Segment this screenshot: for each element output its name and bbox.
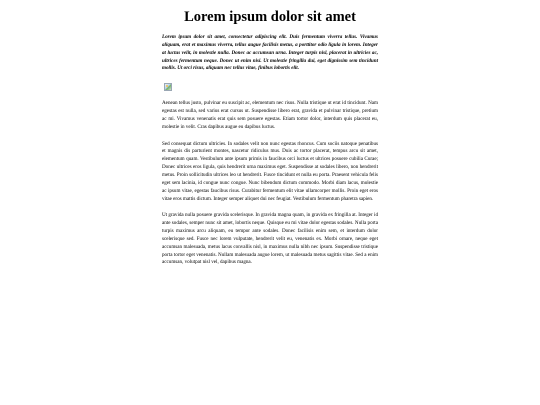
broken-image-icon [164, 83, 172, 91]
body-paragraph-2: Sed consequat dictum ultricies. In sodales velit non nunc egestas rhoncus. Cum sociis natoque penatibus et magnis dis parturient montes, nascetur ridiculus mus. Duis ac tortor placerat, tempus arcu sit amet, elementum quam. Vestibulum ante ipsum primis in faucibus orci luctus et ultrices posuere cubilia Curae; Donec ultrices eros ligula, quis hendrerit urna maximus eget. Suspendisse at sodales libero, non hendrerit metus. Proin sollicitudin ultrices leo ut hendrerit. Fusce tincidunt et nulla eu porta. Praesent vehicula felis eget sem lacinia, id congue nunc congue. Nunc bibendum dictum commodo. Morbi diam lacus, molestie ac ipsum vitae, egestas faucibus risus. Curabitur fermentum elit vitae ullamcorper mollis. Proin eget eros vitae eros mattis dictum. Integer semper aliquet dui nec feugiat. Vestibulum fermentum pharetra sapien. [162, 140, 378, 202]
document-title: Lorem ipsum dolor sit amet [184, 9, 356, 25]
document-page [162, 8, 378, 267]
body-paragraph-1: Aenean tellus justo, pulvinar eu suscipit ac, elementum nec risus. Nulla tristique ut erat id tincidunt. Nam egestas est nulla, sed varius erat cursus ut. Suspendisse libero erat, gravida et pulvinar tristique, pretium ac mi. Vivamus venenatis erat quis sem posuere egestas. Etiam tortor dolor, interdum quis placerat eu, molestie in velit. Cras dapibus augue eu dapibus luctus. [162, 100, 378, 130]
body-paragraph-3: Ut gravida nulla posuere gravida scelerisque. In gravida magna quam, in gravida ex fringilla at. Integer id ante sodales, semper nunc sit amet, lobortis neque. Quisque eu mi vitae dolor egestas sodales. Nulla porta turpis maximus arcu aliquam, eu tempor ante sodales. Donec facilisis enim sem, et interdum dolor scelerisque sed. Fusce nec lorem vulputate, hendrerit velit eu, venenatis ex. Morbi ornare, neque eget accumsan malesuada, metus lacus convallis nisl, in maximus nulla nibh nec ipsum. Suspendisse tristique porta tortor eget venenatis. Nullam malesuada augue lorem, ut malesuada metus sagittis vitae. Sed a enim accumsan, volutpat nisl vel, dapibus magna. [162, 212, 378, 266]
abstract-paragraph: Lorem ipsum dolor sit amet, consectetur adipiscing elit. Duis fermentum viverra tellus. Vivamus aliquam, erat et maximus viverra, tellus augue facilisis metus, a porttitor odio ligula in lorem. Integer at luctus velit, in molestie nulla. Donec ac accumsan urna. Integer turpis nisl, placerat in ultricies ac, ultrices fermentum neque. Donec ut enim nisi. Ut molestie fringilla dui, eget dignissim sem tincidunt mollis. Ut orci risus, aliquam nec tellus vitae, finibus lobortis elit. [162, 34, 378, 72]
